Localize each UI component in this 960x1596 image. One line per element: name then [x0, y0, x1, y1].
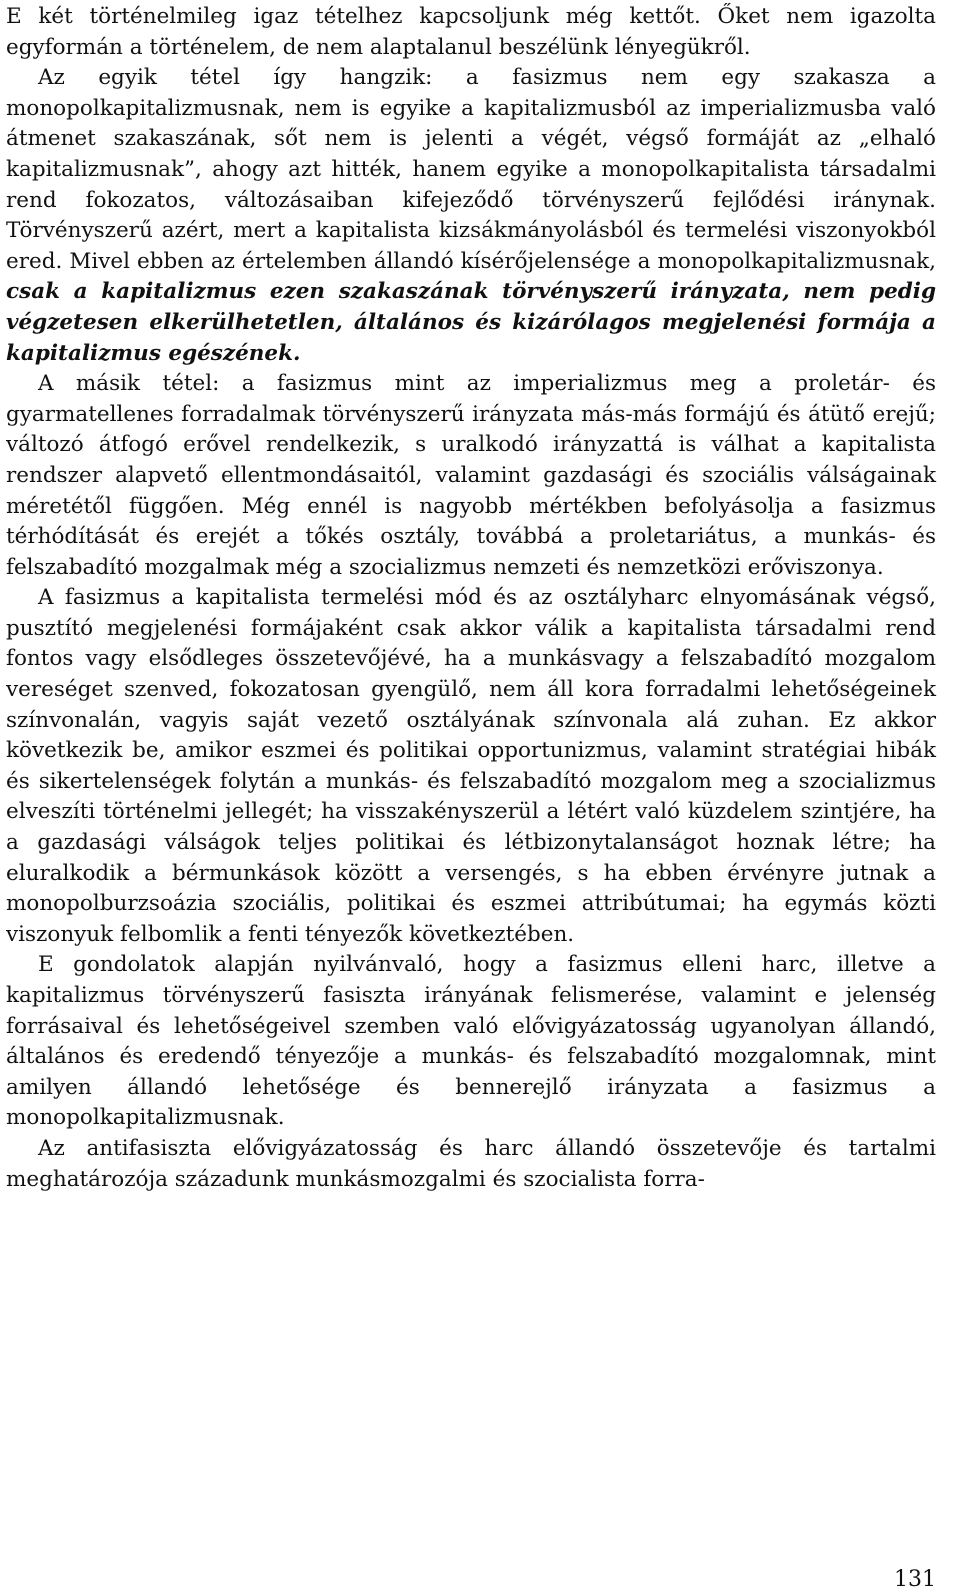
- paragraph-2-text: Az egyik tétel így hangzik: a fasizmus nem egy szakasza a monopolkapitalizmusnak, nem is egyike a kapitalizmusból az imperializmusba való átmenet szakaszának, sőt nem is jelenti a végét, végső formáját az „elhaló kapitalizmusnak”, ahogy azt hitték, hanem egyike a monopolkapitalista társadalmi rend fokozatos, változásaiban kifejeződő törvényszerű fejlődési iránynak. Törvényszerű azért, mert a kapitalista kizsákmányolásból és termelési viszonyokból ered. Mivel ebben az értelemben állandó kísérőjelensége a monopolkapitalizmusnak,: [6, 65, 936, 274]
- paragraph-4: A fasizmus a kapitalista termelési mód és az osztályharc elnyomásának végső, pusztító megjelenési formájaként csak akkor válik a kapitalista társadalmi rend fontos vagy elsődleges összetevőjévé, ha a munkásvagy a felszabadító mozgalom vereséget szenved, fokozatosan gyengülő, nem áll kora forradalmi lehetőségeinek színvonalán, vagyis saját vezető osztályának színvonala alá zuhan. Ez akkor következik be, amikor eszmei és politikai opportunizmus, valamint stratégiai hibák és sikertelenségek folytán a munkás- és felszabadító mozgalom meg a szocializmus elveszíti történelmi jellegét; ha visszakényszerül a létért való küzdelem szintjére, ha a gazdasági válságok teljes politikai és létbizonytalanságot hoznak létre; ha eluralkodik a bérmunkások között a versengés, s ha ebben érvényre jutnak a monopolburzsoázia szociális, politikai és eszmei attribútumai; ha egymás közti viszonyuk felbomlik a fenti tényezők következtében.: [6, 585, 936, 947]
- page-number: 131: [894, 1567, 936, 1592]
- paragraph-1: E két történelmileg igaz tételhez kapcsoljunk még kettőt. Őket nem igazolta egyformán a történelem, de nem alaptalanul beszélünk lényegükről.: [6, 4, 936, 60]
- paragraph-3: A másik tétel: a fasizmus mint az imperializmus meg a proletár- és gyarmatellenes forradalmak törvényszerű irányzata más-más formájú és átütő erejű; változó átfogó erővel rendelkezik, s uralkodó irányzattá is válhat a kapitalista rendszer alapvető ellentmondásaitól, valamint gazdasági és szociális válságainak méretétől függően. Még ennél is nagyobb mértékben befolyásolja a fasizmus térhódítását és erejét a tőkés osztály, továbbá a proletariátus, a munkás- és felszabadító mozgalmak még a szocializmus nemzeti és nemzetközi erőviszonya.: [6, 371, 936, 580]
- page-body: [6, 2, 936, 1195]
- paragraph-6: Az antifasiszta elővigyázatosság és harc állandó összetevője és tartalmi meghatározója századunk munkásmozgalmi és szocialista forra-: [6, 1135, 936, 1192]
- paragraph-5: E gondolatok alapján nyilvánvaló, hogy a fasizmus elleni harc, illetve a kapitalizmus törvényszerű fasiszta irányának felismerése, valamint e jelenség forrásaival és lehetőségeivel szemben való elővigyázatosság ugyanolyan állandó, általános és eredendő tényezője a munkás- és felszabadító mozgalomnak, mint amilyen állandó lehetősége és bennerejlő irányzata a fasizmus a monopolkapitalizmusnak.: [6, 952, 936, 1131]
- paragraph-2: [6, 63, 936, 369]
- paragraph-2-emphasis: csak a kapitalizmus ezen szakaszának törvényszerű irányzata, nem pedig végzetesen elkerülhetetlen, általános és kizárólagos megjelenési formája a kapitalizmus egészének.: [6, 279, 936, 366]
